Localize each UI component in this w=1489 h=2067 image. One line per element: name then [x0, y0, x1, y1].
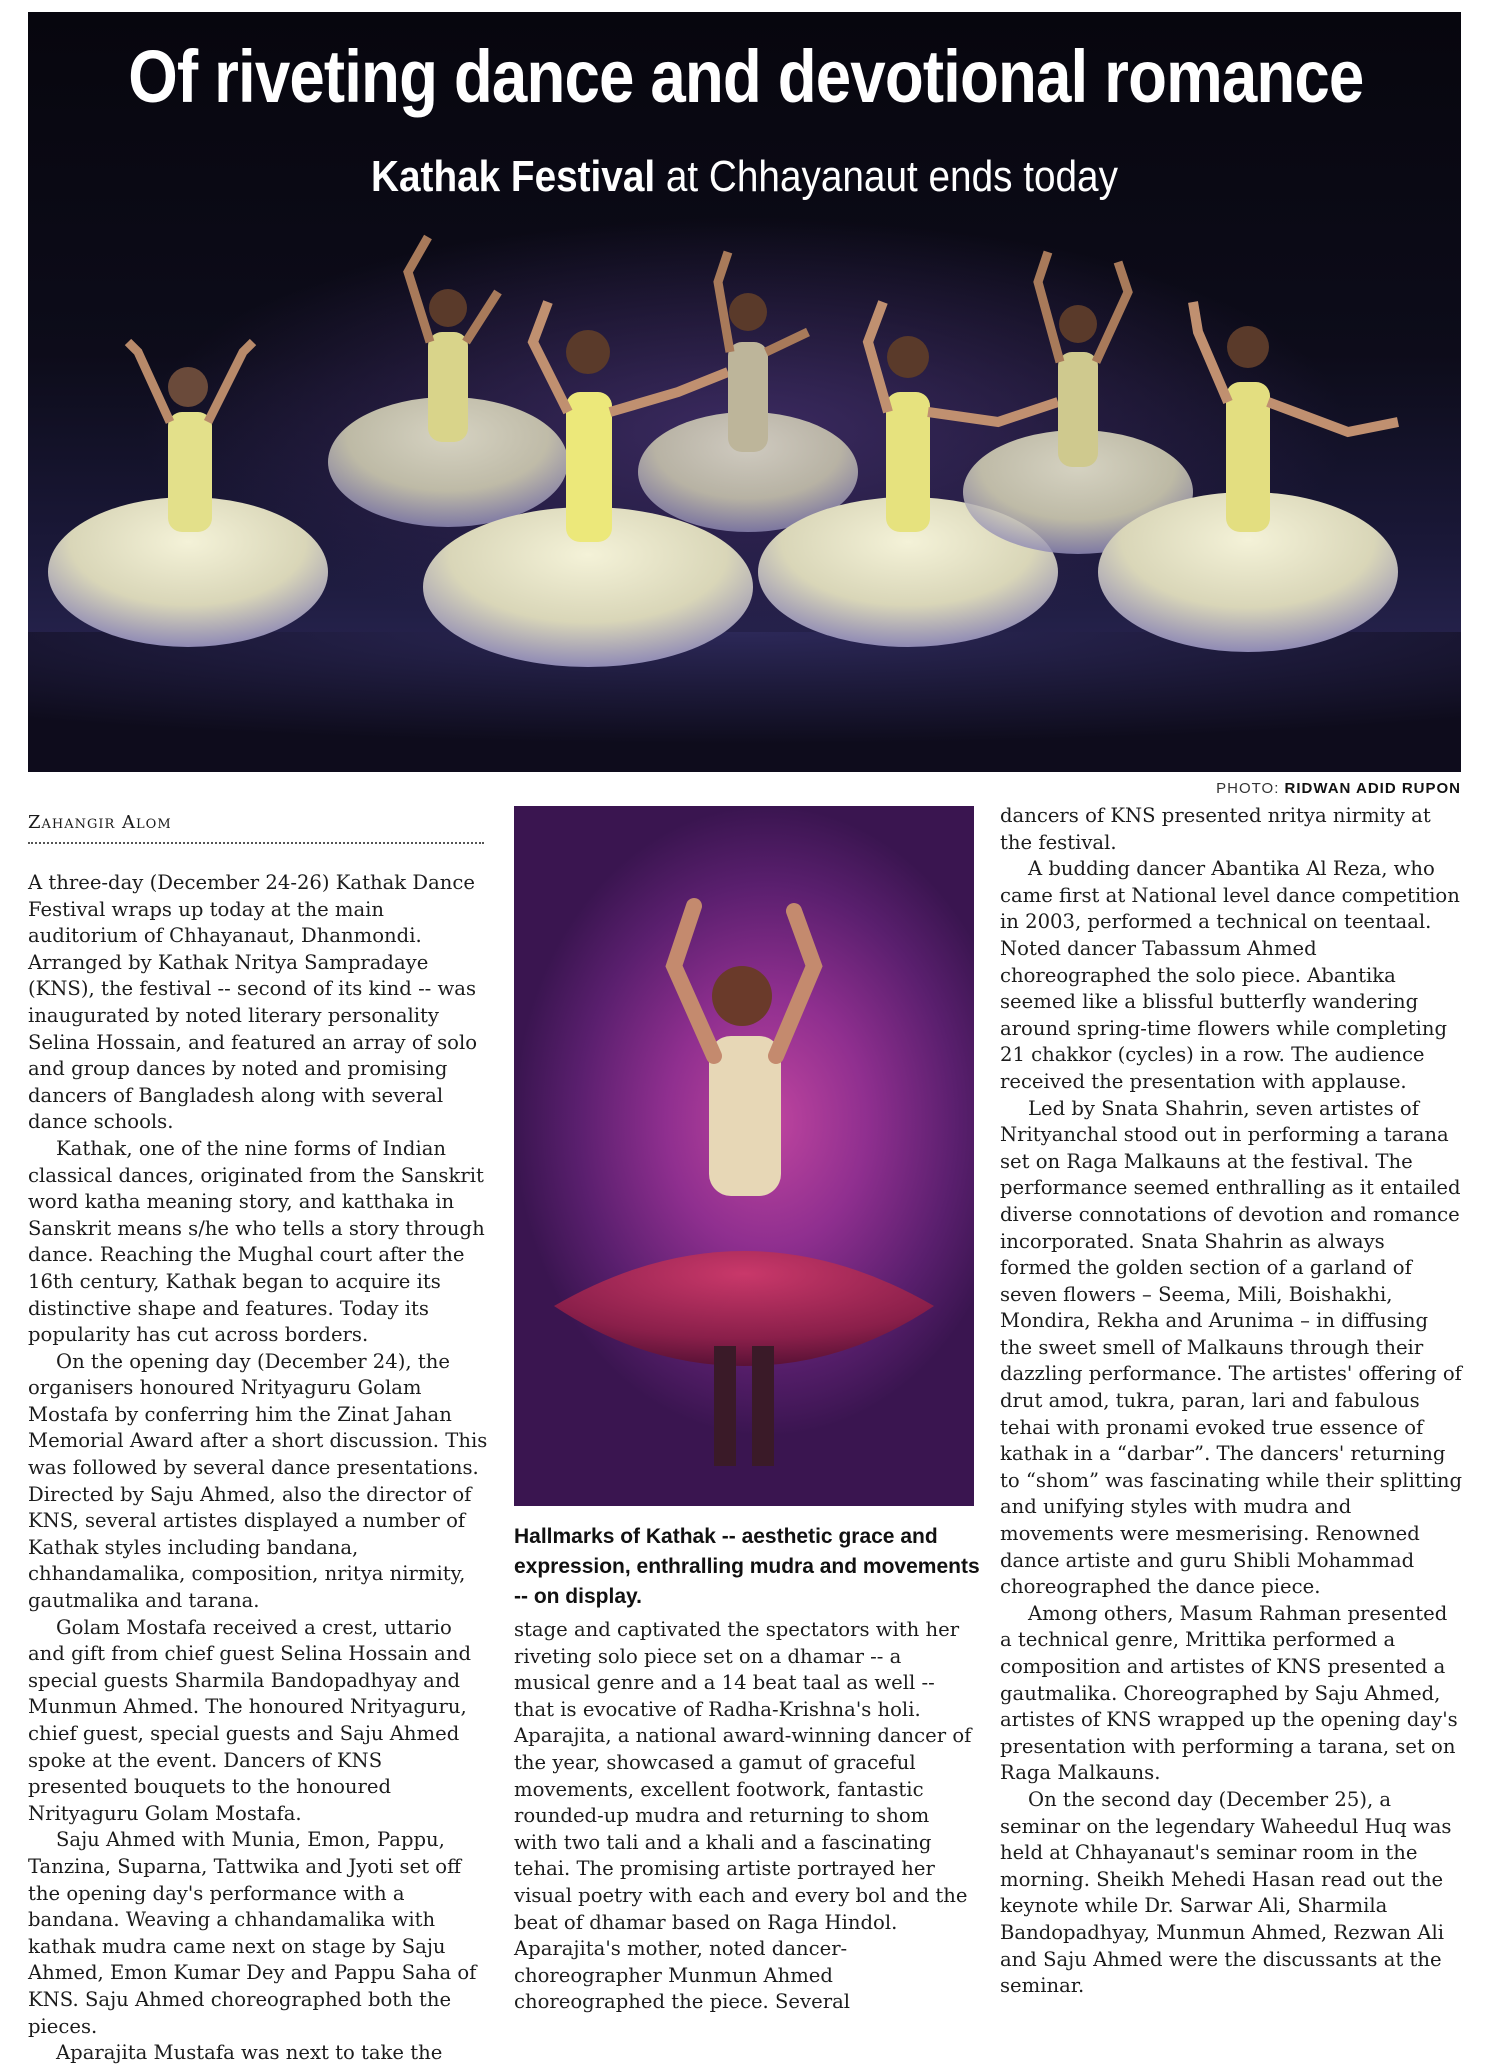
photo-caption: Hallmarks of Kathak -- aesthetic grace and expression, enthralling mudra and movements -- on display. [514, 1525, 980, 1608]
subheadline [114, 152, 1375, 202]
dancer-figure [328, 237, 568, 527]
article-column-2 [514, 1617, 974, 2016]
byline-divider [28, 842, 484, 844]
article-column-1 [28, 870, 488, 2067]
paragraph: dancers of KNS presented nritya nirmity at the festival. [1000, 804, 1431, 854]
paragraph: Kathak, one of the nine forms of Indian classical dances, originated from the Sanskrit word katha meaning story, and katthaka in Sanskrit means s/he who tells a story through dance. Reaching the Mughal court after the 16th century, Kathak began to acquire its distinctive shape and features. Today its popularity has cut across borders. [28, 1136, 485, 1347]
paragraph: A budding dancer Abantika Al Reza, who came first at National level dance competition in 2003, performed a technical on teentaal. Noted dancer Tabassum Ahmed choreographed the solo piece. Abantika seemed like a blissful butterfly wandering around spring-time flowers while completing 21 chakkor (cycles) in a row. The audience received the presentation with applause. [1000, 857, 1460, 1093]
photo-credit-label: PHOTO: [1216, 780, 1285, 797]
article-column-3 [1000, 803, 1462, 2000]
subhead-bold: Kathak Festival [371, 152, 656, 201]
paragraph: On the opening day (December 24), the organisers honoured Nrityaguru Golam Mostafa by conferring him the Zinat Jahan Memorial Award after a short discussion. This was followed by several dance presentations. Directed by Saju Ahmed, also the director of KNS, several artistes displayed a number of Kathak styles including bandana, chhandamalika, composition, nritya nirmity, gautmalika and tarana. [28, 1349, 488, 1613]
paragraph: Aparajita Mustafa was next to take the [56, 2041, 443, 2065]
paragraph: Among others, Masum Rahman presented a technical genre, Mrittika performed a composition and artistes of KNS presented a gautmalika. Choreographed by Saju Ahmed, artistes of KNS wrapped up the opening day's presentation with performing a tarana, set on Raga Malkauns. [1000, 1601, 1458, 1785]
byline: Zahangir Alom [28, 812, 172, 833]
paragraph: Golam Mostafa received a crest, uttario and gift from chief guest Selina Hossain and special guests Sharmila Bandopadhyay and Munmun Ahmed. The honoured Nrityaguru, chief guest, special guests and Saju Ahmed spoke at the event. Dancers of KNS presented bouquets to the honoured Nrityaguru Golam Mostafa. [28, 1615, 472, 1825]
headline: Of riveting dance and devotional romance [128, 35, 1364, 118]
paragraph: Led by Snata Shahrin, seven artistes of Nrityanchal stood out in performing a tarana set on Raga Malkauns at the festival. The performance seemed enthralling as it entailed diverse connotations of devotion and romance incorporated. Snata Shahrin as always formed the golden section of a garland of seven flowers – Seema, Mili, Boishakhi, Mondira, Rekha and Arunima – in diffusing the sweet smell of Malkauns through their dazzling performance. The artistes' offering of drut amod, tukra, paran, lari and fabulous tehai with pronami evoked true essence of kathak in a “darbar”. The dancers' returning to “shom” was fascinating while their splitting and unifying styles with mudra and movements were mesmerising. Renowned dance artiste and guru Shibli Mohammad choreographed the dance piece. [1000, 1096, 1463, 1599]
photo-credit-name: RIDWAN ADID RUPON [1284, 780, 1461, 797]
paragraph: Saju Ahmed with Munia, Emon, Pappu, Tanzina, Suparna, Tattwika and Jyoti set off the opening day's performance with a bandana. Weaving a chhandamalika with kathak mudra came next on stage by Saju Ahmed, Emon Kumar Dey and Pappu Saha of KNS. Saju Ahmed choreographed both the pieces. [28, 1828, 477, 2038]
dancer-figure [48, 342, 328, 647]
solo-dancer-illustration [514, 806, 974, 1506]
photo-credit [1216, 780, 1461, 797]
subhead-rest: at Chhayanaut ends today [655, 152, 1118, 201]
solo-dancer-photo [514, 806, 974, 1506]
paragraph: stage and captivated the spectators with her riveting solo piece set on a dhamar -- a musical genre and a 14 beat taal as well -- that is evocative of Radha-Krishna's holi. Aparajita, a national award-winning dancer of the year, showcased a gamut of graceful movements, excellent footwork, fantastic rounded-up mudra and returning to shom with two tali and a khali and a fascinating tehai. The promising artiste portrayed her visual poetry with each and every bol and the beat of dhamar based on Raga Hindol. Aparajita's mother, noted dancer-choreographer Munmun Ahmed choreographed the piece. Several [514, 1618, 972, 2014]
paragraph: On the second day (December 25), a seminar on the legendary Waheedul Huq was held at Chhayanaut's seminar room in the morning. Sheikh Mehedi Hasan read out the keynote while Dr. Sarwar Ali, Sharmila Bandopadhyay, Munmun Ahmed, Rezwan Ali and Saju Ahmed were the discussants at the seminar. [1000, 1787, 1452, 1998]
dancers-illustration [28, 12, 1461, 772]
hero-photo [28, 12, 1461, 772]
paragraph: A three-day (December 24-26) Kathak Dance Festival wraps up today at the main auditorium of Chhayanaut, Dhanmondi. Arranged by Kathak Nritya Sampradaye (KNS), the festival -- second of its kind -- was inaugurated by noted literary personality Selina Hossain, and featured an array of solo and group dances by noted and promising dancers of Bangladesh along with several dance schools. [28, 871, 478, 1134]
